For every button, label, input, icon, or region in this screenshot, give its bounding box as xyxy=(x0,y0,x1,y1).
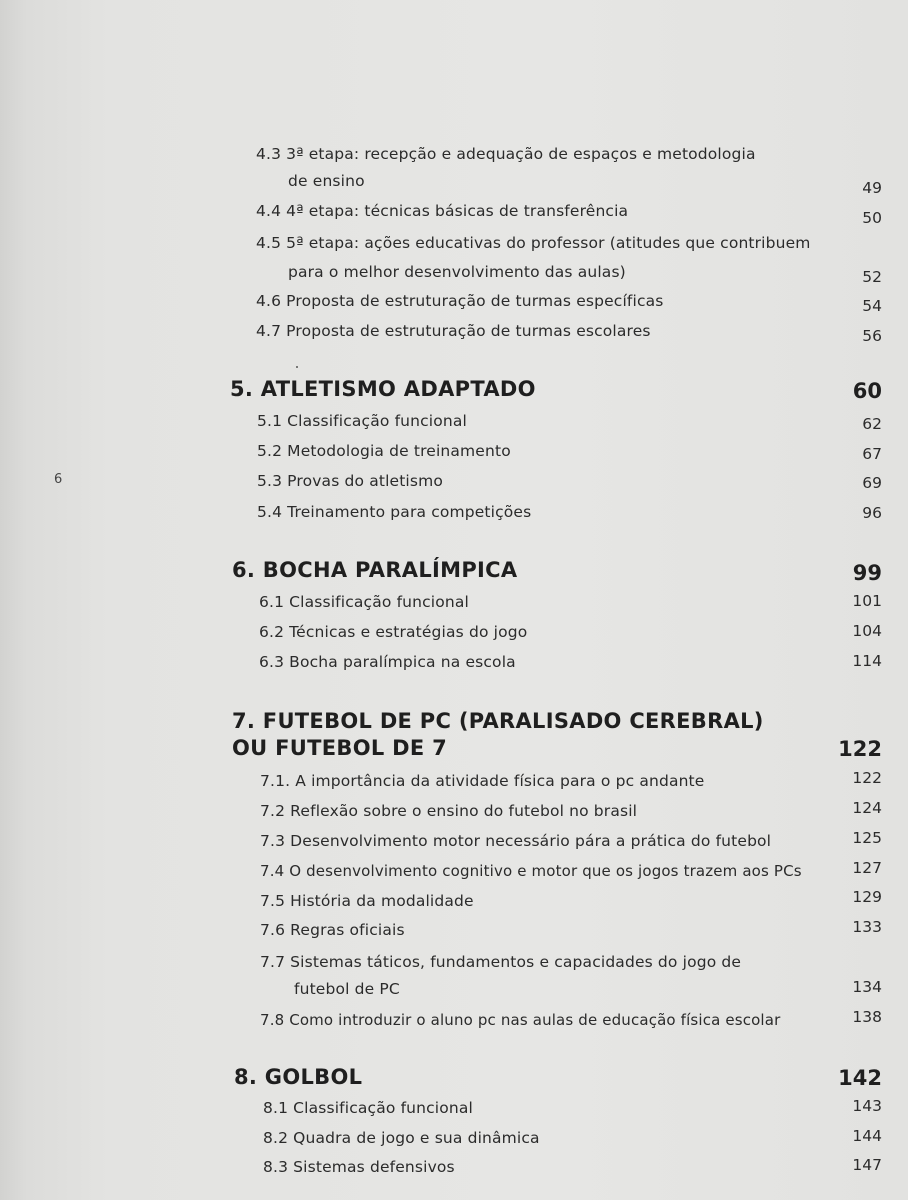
toc-page-6-1: 101 xyxy=(852,592,882,610)
chapter-title-8: 8. GOLBOL xyxy=(234,1065,363,1089)
toc-page-7-2: 124 xyxy=(852,799,882,817)
toc-entry-6-1: 6.1 Classificação funcional xyxy=(259,593,469,611)
toc-entry-7-3: 7.3 Desenvolvimento motor necessário pára a prática do futebol xyxy=(260,832,772,850)
chapter-title-5: 5. ATLETISMO ADAPTADO xyxy=(230,377,536,401)
stray-dot xyxy=(296,366,298,368)
toc-page-8-3: 147 xyxy=(852,1156,882,1174)
toc-page-5-1: 62 xyxy=(862,415,882,433)
toc-entry-7-4: 7.4 O desenvolvimento cognitivo e motor que os jogos trazem aos PCs xyxy=(260,862,802,880)
toc-entry-7-7-cont: futebol de PC xyxy=(294,980,400,998)
toc-page-7-4: 127 xyxy=(852,859,882,877)
toc-entry-4-7: 4.7 Proposta de estruturação de turmas escolares xyxy=(256,322,651,340)
toc-entry-7-6: 7.6 Regras oficiais xyxy=(260,921,405,939)
toc-entry-5-3: 5.3 Provas do atletismo xyxy=(257,472,443,490)
toc-page-7-6: 133 xyxy=(852,918,882,936)
toc-page-5-4: 96 xyxy=(862,504,882,522)
chapter-title-7-line1: 7. FUTEBOL DE PC (PARALISADO CEREBRAL) xyxy=(232,709,764,733)
toc-entry-4-4: 4.4 4ª etapa: técnicas básicas de transferência xyxy=(256,202,629,220)
toc-page-8-1: 143 xyxy=(852,1097,882,1115)
toc-entry-7-2: 7.2 Reflexão sobre o ensino do futebol no brasil xyxy=(260,802,638,820)
toc-entry-4-5: 4.5 5ª etapa: ações educativas do professor (atitudes que contribuem xyxy=(256,234,811,252)
toc-page-7-7: 134 xyxy=(852,978,882,996)
chapter-page-7: 122 xyxy=(838,737,882,761)
toc-page-4-3: 49 xyxy=(862,179,882,197)
toc-page-5-2: 67 xyxy=(862,445,882,463)
toc-page-4-7: 56 xyxy=(862,327,882,345)
toc-entry-8-3: 8.3 Sistemas defensivos xyxy=(263,1158,455,1176)
toc-page-8-2: 144 xyxy=(852,1127,882,1145)
toc-entry-7-1: 7.1. A importância da atividade física para o pc andante xyxy=(260,772,705,790)
toc-entry-7-8: 7.8 Como introduzir o aluno pc nas aulas de educação física escolar xyxy=(260,1011,781,1029)
toc-page-4-4: 50 xyxy=(862,209,882,227)
toc-page-7-3: 125 xyxy=(852,829,882,847)
toc-page-6-3: 114 xyxy=(852,652,882,670)
toc-entry-4-3-cont: de ensino xyxy=(288,172,365,190)
toc-entry-5-4: 5.4 Treinamento para competições xyxy=(257,503,532,521)
chapter-title-6: 6. BOCHA PARALÍMPICA xyxy=(232,558,518,582)
toc-entry-6-3: 6.3 Bocha paralímpica na escola xyxy=(259,653,516,671)
toc-entry-5-1: 5.1 Classificação funcional xyxy=(257,412,467,430)
toc-page-4-5: 52 xyxy=(862,268,882,286)
toc-page-7-5: 129 xyxy=(852,888,882,906)
toc-entry-7-7: 7.7 Sistemas táticos, fundamentos e capacidades do jogo de xyxy=(260,953,742,971)
chapter-page-5: 60 xyxy=(852,379,882,403)
toc-page-6-2: 104 xyxy=(852,622,882,640)
chapter-page-8: 142 xyxy=(838,1066,882,1090)
toc-entry-6-2: 6.2 Técnicas e estratégias do jogo xyxy=(259,623,528,641)
toc-entry-8-2: 8.2 Quadra de jogo e sua dinâmica xyxy=(263,1129,540,1147)
page-number: 6 xyxy=(54,472,63,487)
toc-entry-4-3: 4.3 3ª etapa: recepção e adequação de espaços e metodologia xyxy=(256,145,756,163)
toc-entry-7-5: 7.5 História da modalidade xyxy=(260,892,474,910)
toc-page-5-3: 69 xyxy=(862,474,882,492)
chapter-page-6: 99 xyxy=(852,561,882,585)
toc-entry-8-1: 8.1 Classificação funcional xyxy=(263,1099,473,1117)
chapter-title-7-line2: OU FUTEBOL DE 7 xyxy=(232,736,448,760)
toc-page-4-6: 54 xyxy=(862,297,882,315)
toc-entry-5-2: 5.2 Metodologia de treinamento xyxy=(257,442,511,460)
toc-entry-4-5-cont: para o melhor desenvolvimento das aulas) xyxy=(288,263,626,281)
toc-entry-4-6: 4.6 Proposta de estruturação de turmas específicas xyxy=(256,292,664,310)
toc-page-7-1: 122 xyxy=(852,769,882,787)
toc-page-7-8: 138 xyxy=(852,1008,882,1026)
